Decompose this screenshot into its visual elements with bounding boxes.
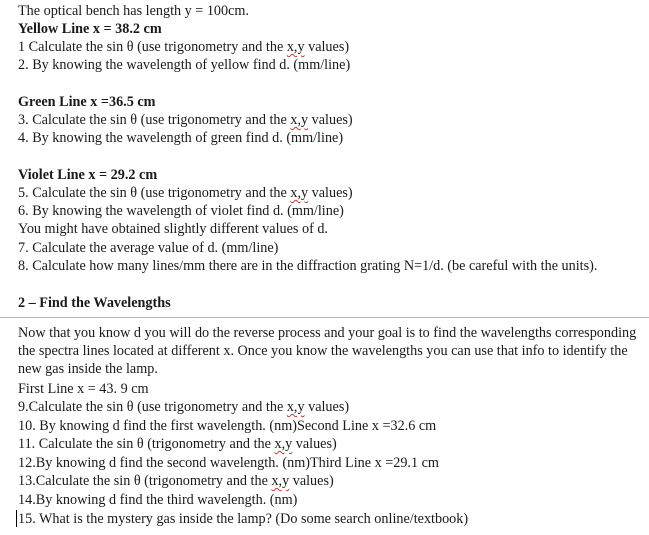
question-1-suffix: values) — [304, 39, 350, 55]
spelling-flag[interactable]: x,y — [274, 436, 293, 452]
text-cursor — [16, 510, 17, 527]
question-9 — [18, 398, 349, 416]
question-13 — [18, 472, 334, 490]
question-13-suffix: values) — [289, 473, 334, 489]
first-line-label: First Line x = 43. 9 cm — [18, 381, 149, 397]
question-5-text: 5. Calculate the sin θ (use trigonometry and the — [18, 185, 291, 201]
violet-line-heading: Violet Line x = 29.2 cm — [18, 167, 158, 183]
question-8: 8. Calculate how many lines/mm there are in the diffraction grating N=1/d. (be careful with the units). — [18, 258, 598, 274]
question-12: 12.By knowing d find the second wavelength. (nm)Third Line x =29.1 cm — [18, 455, 439, 471]
green-line-heading: Green Line x =36.5 cm — [18, 94, 156, 110]
question-11-text: 11. Calculate the sin θ (trigonometry and the — [18, 436, 275, 452]
note-text: You might have obtained slightly different values of d. — [18, 221, 328, 237]
spelling-flag[interactable]: x,y — [271, 473, 290, 489]
question-1-text: 1 Calculate the sin θ (use trigonometry and the — [18, 39, 287, 55]
section-2-intro: Now that you know d you will do the reverse process and your goal is to find the wavelengths corresponding the spectra lines located at different x. Once you know the wavelengths you can use that info to identify the new gas inside the lamp. — [18, 325, 637, 377]
intro-text: The optical bench has length y = 100cm. — [18, 3, 249, 19]
section-divider — [0, 317, 649, 318]
question-14: 14.By knowing d find the third wavelength. (nm) — [18, 492, 298, 508]
question-9-text: 9.Calculate the sin θ (use trigonometry and the — [18, 399, 287, 415]
question-11-suffix: values) — [292, 436, 337, 452]
question-13-text: 13.Calculate the sin θ (trigonometry and the — [18, 473, 272, 489]
spelling-flag[interactable]: x,y — [290, 185, 309, 201]
question-1 — [18, 38, 349, 56]
question-4: 4. By knowing the wavelength of green find d. (mm/line) — [18, 130, 344, 146]
question-2: 2. By knowing the wavelength of yellow find d. (mm/line) — [18, 57, 351, 73]
question-11 — [18, 435, 337, 453]
spelling-flag[interactable]: x,y — [286, 39, 305, 55]
yellow-line-heading: Yellow Line x = 38.2 cm — [18, 21, 162, 37]
section-2-heading: 2 – Find the Wavelengths — [18, 295, 171, 311]
question-3 — [18, 111, 353, 129]
question-5-suffix: values) — [308, 185, 353, 201]
spelling-flag[interactable]: x,y — [286, 399, 305, 415]
question-5 — [18, 184, 353, 202]
question-7: 7. Calculate the average value of d. (mm/line) — [18, 240, 279, 256]
question-3-suffix: values) — [308, 112, 353, 128]
question-9-suffix: values) — [304, 399, 350, 415]
question-3-text: 3. Calculate the sin θ (use trigonometry and the — [18, 112, 291, 128]
spelling-flag[interactable]: x,y — [290, 112, 309, 128]
question-6: 6. By knowing the wavelength of violet find d. (mm/line) — [18, 203, 344, 219]
question-10: 10. By knowing d find the first wavelength. (nm)Second Line x =32.6 cm — [18, 418, 437, 434]
question-15: 15. What is the mystery gas inside the lamp? (Do some search online/textbook) — [18, 511, 469, 527]
